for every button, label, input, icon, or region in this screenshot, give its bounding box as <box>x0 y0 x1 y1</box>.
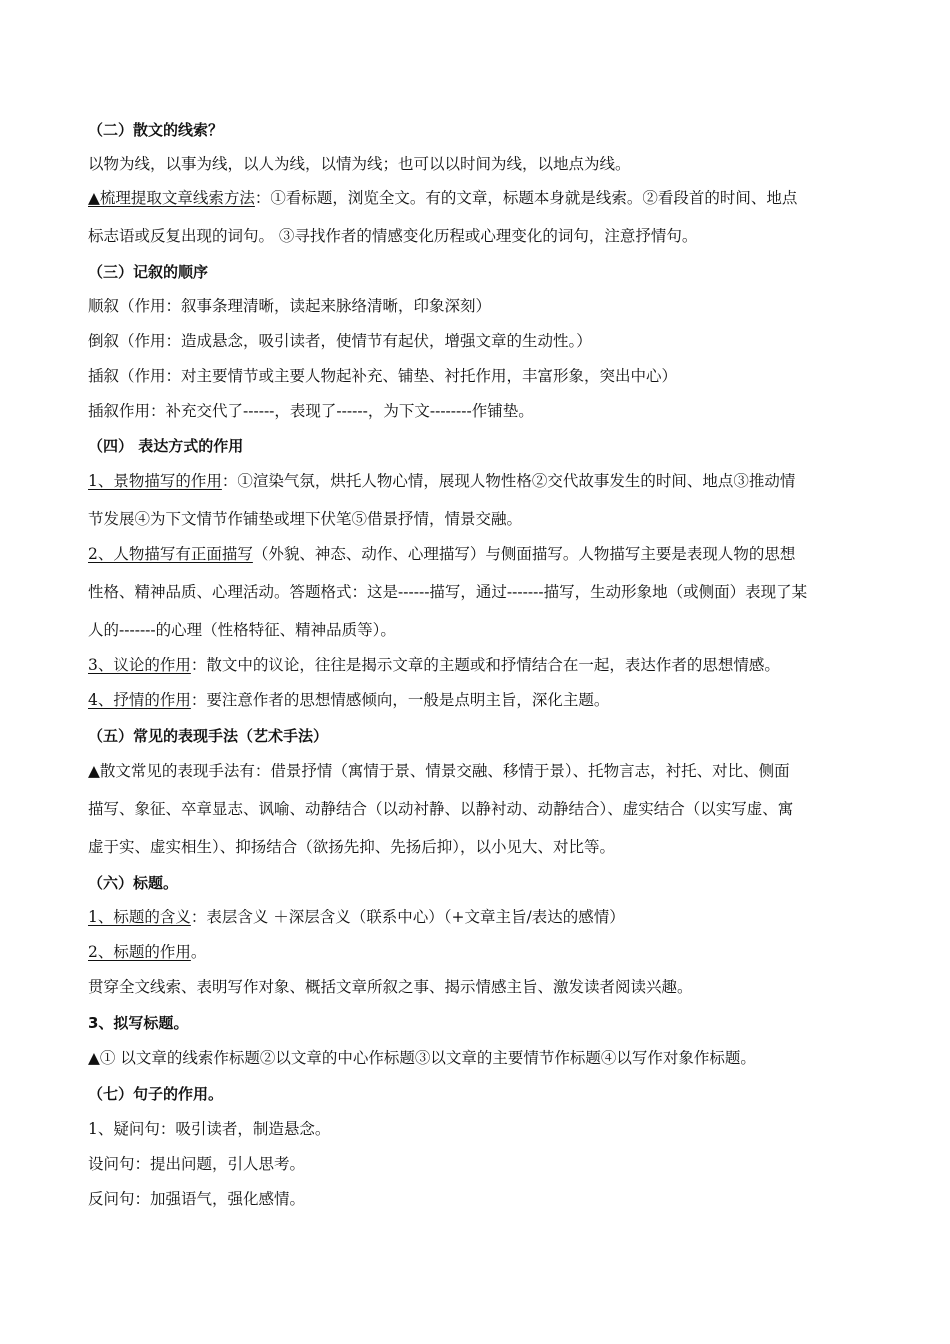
clue-method-text: ：①看标题，浏览全文。有的文章，标题本身就是线索。②看段首的时间、地点 <box>254 189 798 207</box>
argument-line <box>88 655 780 675</box>
character-line-1 <box>88 544 795 564</box>
argument-text: ：散文中的议论，往往是揭示文章的主题或和抒情结合在一起，表达作者的思想情感。 <box>190 656 780 674</box>
sentence-line-3: 反问句：加强语气，强化感情。 <box>88 1190 306 1208</box>
title-meaning-line <box>88 907 625 927</box>
title-meaning-text: ：表层含义 ＋深层含义（联系中心）（+文章主旨/表达的感情） <box>190 908 625 926</box>
draft-title-heading: 3、拟写标题。 <box>88 1014 189 1032</box>
lyric-label: 4、抒情的作用 <box>88 691 191 709</box>
clue-method-line-2: 标志语或反复出现的词句。 ③寻找作者的情感变化历程或心理变化的词句，注意抒情句。 <box>88 227 698 245</box>
techniques-line-2: 描写、象征、卒章显志、讽喻、动静结合（以动衬静、以静衬动、动静结合）、虚实结合（以实写虚、寓 <box>88 800 794 818</box>
character-line-2: 性格、精神品质、心理活动。答题格式：这是------描写，通过-------描写，生动形象地（或侧面）表现了某 <box>88 583 808 601</box>
lyric-line <box>88 690 609 710</box>
title-function-line <box>88 942 206 962</box>
title-function-detail: 贯穿全文线索、表明写作对象、概括文章所叙之事、揭示情感主旨、激发读者阅读兴趣。 <box>88 978 693 996</box>
scenery-line-1 <box>88 471 795 491</box>
section-7-heading: （七）句子的作用。 <box>88 1085 224 1103</box>
order-line-2: 倒叙（作用：造成悬念，吸引读者，使情节有起伏，增强文章的生动性。） <box>88 332 592 350</box>
lyric-text: ：要注意作者的思想情感倾向，一般是点明主旨，深化主题。 <box>190 691 610 709</box>
scenery-text: ：①渲染气氛，烘托人物心情，展现人物性格②交代故事发生的时间、地点③推动情 <box>221 472 796 490</box>
clue-method-label: ▲梳理提取文章线索方法 <box>88 189 255 207</box>
draft-title-text: ▲① 以文章的线索作标题②以文章的中心作标题③以文章的主要情节作标题④以写作对象作标题。 <box>88 1049 756 1067</box>
techniques-line-3: 虚于实、虚实相生）、抑扬结合（欲扬先抑、先扬后抑），以小见大、对比等。 <box>88 838 616 856</box>
order-line-1: 顺叙（作用：叙事条理清晰，读起来脉络清晰，印象深刻） <box>88 297 492 315</box>
character-text: （外貌、神态、动作、心理描写）与侧面描写。人物描写主要是表现人物的思想 <box>252 545 796 563</box>
sentence-line-1: 1、疑问句：吸引读者，制造悬念。 <box>88 1120 331 1138</box>
sentence-line-2: 设问句：提出问题，引人思考。 <box>88 1155 306 1173</box>
order-line-3: 插叙（作用：对主要情节或主要人物起补充、铺垫、衬托作用，丰富形象，突出中心） <box>88 367 678 385</box>
section-6-heading: （六）标题。 <box>88 874 179 892</box>
clue-method-line-1 <box>88 188 797 208</box>
scenery-label: 1、景物描写的作用 <box>88 472 222 490</box>
character-label: 2、人物描写有正面描写 <box>88 545 253 563</box>
section-5-heading: （五）常见的表现手法（艺术手法） <box>88 727 329 745</box>
section-4-heading: （四） 表达方式的作用 <box>88 437 244 455</box>
order-line-4: 插叙作用：补充交代了------，表现了------，为下文--------作铺垫。 <box>88 402 534 420</box>
clue-types-text: 以物为线，以事为线，以人为线，以情为线；也可以以时间为线，以地点为线。 <box>88 155 631 173</box>
argument-label: 3、议论的作用 <box>88 656 191 674</box>
techniques-line-1: ▲散文常见的表现手法有：借景抒情（寓情于景、情景交融、移情于景）、托物言志，衬托、对比、侧面 <box>88 762 790 780</box>
section-2-heading: （二）散文的线索？ <box>88 121 224 139</box>
character-line-3: 人的-------的心理（性格特征、精神品质等）。 <box>88 621 396 639</box>
section-3-heading: （三）记叙的顺序 <box>88 263 209 281</box>
title-function-label: 2、标题的作用 <box>88 943 191 961</box>
title-function-text: 。 <box>190 943 207 961</box>
title-meaning-label: 1、标题的含义 <box>88 908 191 926</box>
scenery-line-2: 节发展④为下文情节作铺垫或埋下伏笔⑤借景抒情，情景交融。 <box>88 510 523 528</box>
